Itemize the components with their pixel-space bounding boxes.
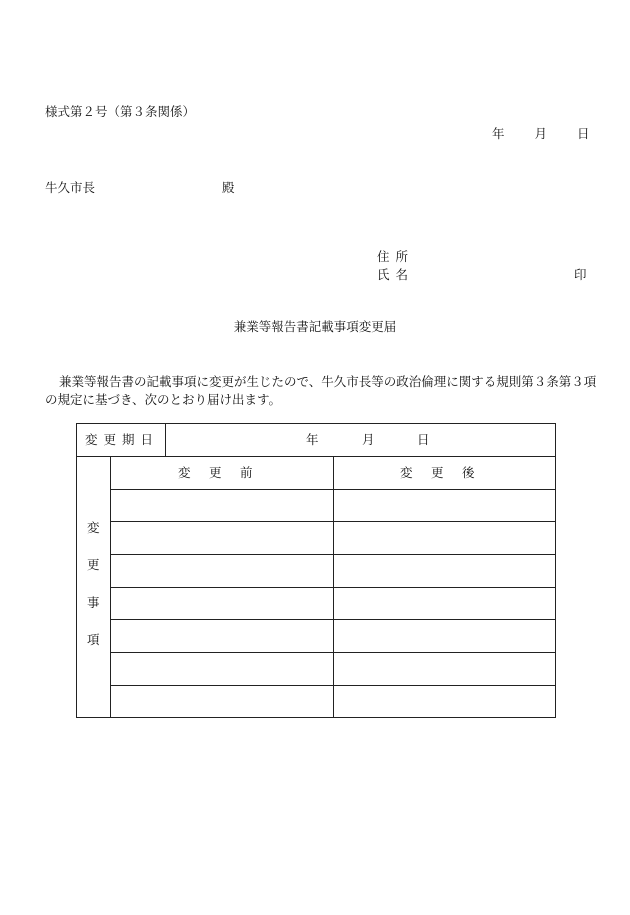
date-month-label: 月 [534, 126, 548, 141]
table-row-line [110, 587, 556, 588]
table-row-line [110, 554, 556, 555]
table-row-line [110, 619, 556, 620]
changes-label-char: 事 [87, 595, 100, 610]
document-title: 兼業等報告書記載事項変更届 [233, 319, 397, 334]
change-date-label: 変更期日 [85, 432, 160, 447]
table-row-line [110, 652, 556, 653]
after-header: 変 更 後 [400, 465, 478, 480]
form-number: 様式第２号（第３条関係） [45, 104, 196, 119]
table-row-line [110, 521, 556, 522]
table-row-line [110, 489, 556, 490]
date-year-label: 年 [492, 126, 505, 141]
addressee-name: 牛久市長 [45, 180, 96, 195]
before-header: 変 更 前 [178, 465, 256, 480]
table-border-top [76, 423, 556, 424]
table-divider [165, 423, 166, 456]
date-day-label: 日 [577, 126, 590, 141]
changes-label-char: 変 [87, 520, 100, 535]
seal-mark: 印 [574, 267, 587, 282]
body-text: 兼業等報告書の記載事項に変更が生じたので、牛久市長等の政治倫理に関する規則第３条第３項の規定に基づき、次のとおり届け出ます。 [45, 374, 597, 407]
change-date-day: 日 [417, 432, 430, 447]
changes-label-char: 項 [87, 632, 100, 647]
submission-date [492, 128, 590, 141]
name-label: 氏名 [377, 267, 415, 282]
addressee-honorific: 殿 [222, 180, 235, 195]
table-border-left [76, 423, 77, 718]
change-date-month: 月 [362, 432, 375, 447]
change-date-year: 年 [306, 432, 319, 447]
table-divider [76, 456, 556, 457]
table-row-line [110, 685, 556, 686]
address-label: 住所 [377, 249, 415, 264]
table-border-right [555, 423, 556, 718]
table-border-bottom [76, 717, 556, 718]
changes-label-char: 更 [87, 557, 100, 572]
